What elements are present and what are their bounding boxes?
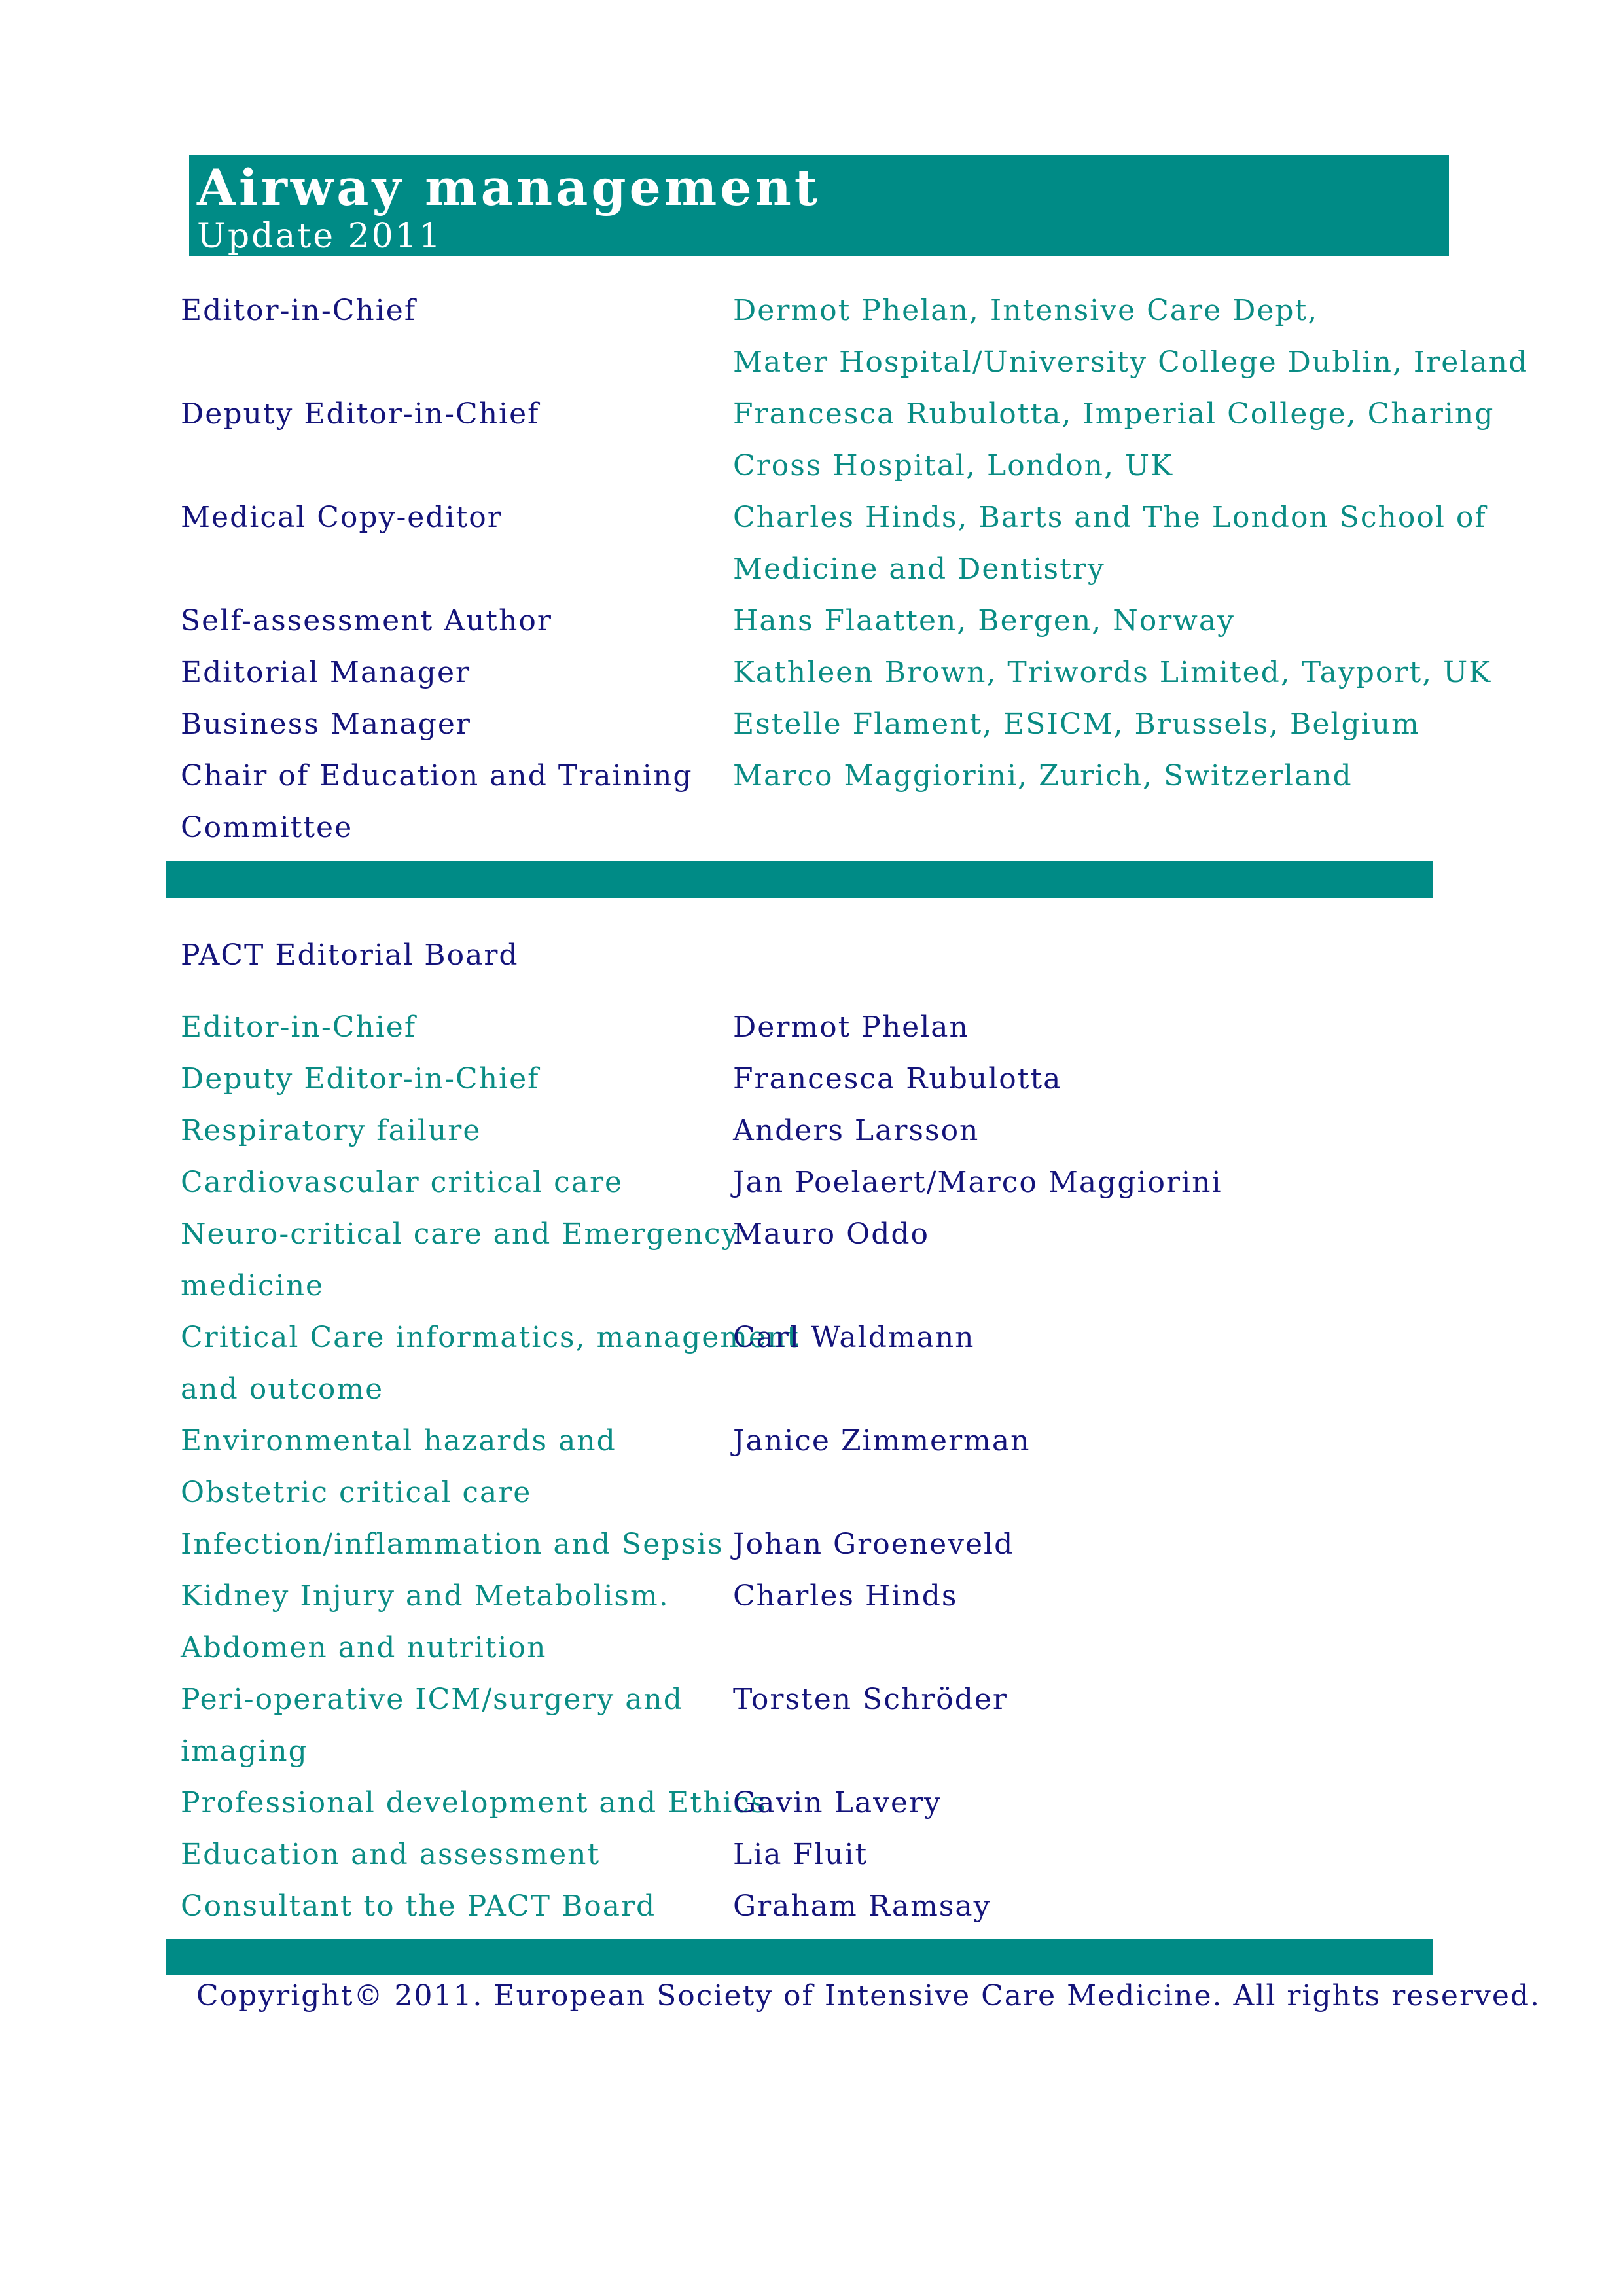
board-role: Infection/inflammation and Sepsis	[181, 1528, 724, 1561]
board-name: Anders Larsson	[733, 1114, 980, 1147]
editorial-manager-label: Editorial Manager	[181, 656, 471, 689]
editor-in-chief-value-line1: Dermot Phelan, Intensive Care Dept,	[733, 294, 1319, 327]
board-name: Torsten Schröder	[733, 1683, 1008, 1716]
board-role: Consultant to the PACT Board	[181, 1890, 656, 1923]
board-role-cont: and outcome	[181, 1372, 384, 1406]
self-assessment-value: Hans Flaatten, Bergen, Norway	[733, 604, 1235, 637]
chair-value: Marco Maggiorini, Zurich, Switzerland	[733, 759, 1353, 793]
board-role: Respiratory failure	[181, 1114, 482, 1147]
board-role-cont: imaging	[181, 1734, 308, 1768]
board-role: Critical Care informatics, management	[181, 1321, 800, 1354]
deputy-editor-value-line1: Francesca Rubulotta, Imperial College, Charing	[733, 397, 1495, 431]
board-role-cont: Abdomen and nutrition	[181, 1631, 547, 1664]
board-name: Mauro Oddo	[733, 1217, 930, 1251]
editor-in-chief-label: Editor-in-Chief	[181, 294, 417, 327]
board-role: Deputy Editor-in-Chief	[181, 1062, 540, 1096]
board-role: Environmental hazards and	[181, 1424, 616, 1458]
board-role: Editor-in-Chief	[181, 1011, 417, 1044]
section-divider	[166, 861, 1433, 898]
board-role: Education and assessment	[181, 1838, 601, 1871]
copy-editor-value-line1: Charles Hinds, Barts and The London School of	[733, 501, 1487, 534]
board-name: Francesca Rubulotta	[733, 1062, 1062, 1096]
title-banner	[189, 155, 1449, 256]
board-name: Janice Zimmerman	[733, 1424, 1031, 1458]
board-name: Dermot Phelan	[733, 1011, 969, 1044]
board-role: Professional development and Ethics	[181, 1786, 767, 1820]
document-title: Airway management	[197, 158, 821, 217]
business-manager-label: Business Manager	[181, 708, 471, 741]
board-role: Cardiovascular critical care	[181, 1166, 624, 1199]
board-role: Neuro-critical care and Emergency	[181, 1217, 740, 1251]
board-name: Graham Ramsay	[733, 1890, 991, 1923]
board-role: Peri-operative ICM/surgery and	[181, 1683, 683, 1716]
board-name: Jan Poelaert/Marco Maggiorini	[733, 1166, 1222, 1199]
board-role-cont: medicine	[181, 1269, 325, 1302]
self-assessment-label: Self-assessment Author	[181, 604, 552, 637]
copy-editor-label: Medical Copy-editor	[181, 501, 503, 534]
document-subtitle: Update 2011	[197, 217, 442, 256]
board-name: Charles Hinds	[733, 1579, 958, 1613]
deputy-editor-label: Deputy Editor-in-Chief	[181, 397, 540, 431]
copy-editor-value-line2: Medicine and Dentistry	[733, 552, 1105, 586]
chair-label-line2: Committee	[181, 811, 353, 844]
board-name: Johan Groeneveld	[733, 1528, 1014, 1561]
copyright-notice: Copyright© 2011. European Society of Intensive Care Medicine. All rights reserved.	[196, 1979, 1541, 2013]
editorial-manager-value: Kathleen Brown, Triwords Limited, Tayport, UK	[733, 656, 1492, 689]
deputy-editor-value-line2: Cross Hospital, London, UK	[733, 449, 1173, 482]
board-role: Kidney Injury and Metabolism.	[181, 1579, 669, 1613]
board-heading: PACT Editorial Board	[181, 939, 519, 972]
business-manager-value: Estelle Flament, ESICM, Brussels, Belgium	[733, 708, 1420, 741]
board-name: Gavin Lavery	[733, 1786, 942, 1820]
board-role-cont: Obstetric critical care	[181, 1476, 532, 1509]
chair-label-line1: Chair of Education and Training	[181, 759, 693, 793]
editor-in-chief-value-line2: Mater Hospital/University College Dublin, Ireland	[733, 346, 1529, 379]
board-name: Lia Fluit	[733, 1838, 868, 1871]
board-name: Carl Waldmann	[733, 1321, 975, 1354]
